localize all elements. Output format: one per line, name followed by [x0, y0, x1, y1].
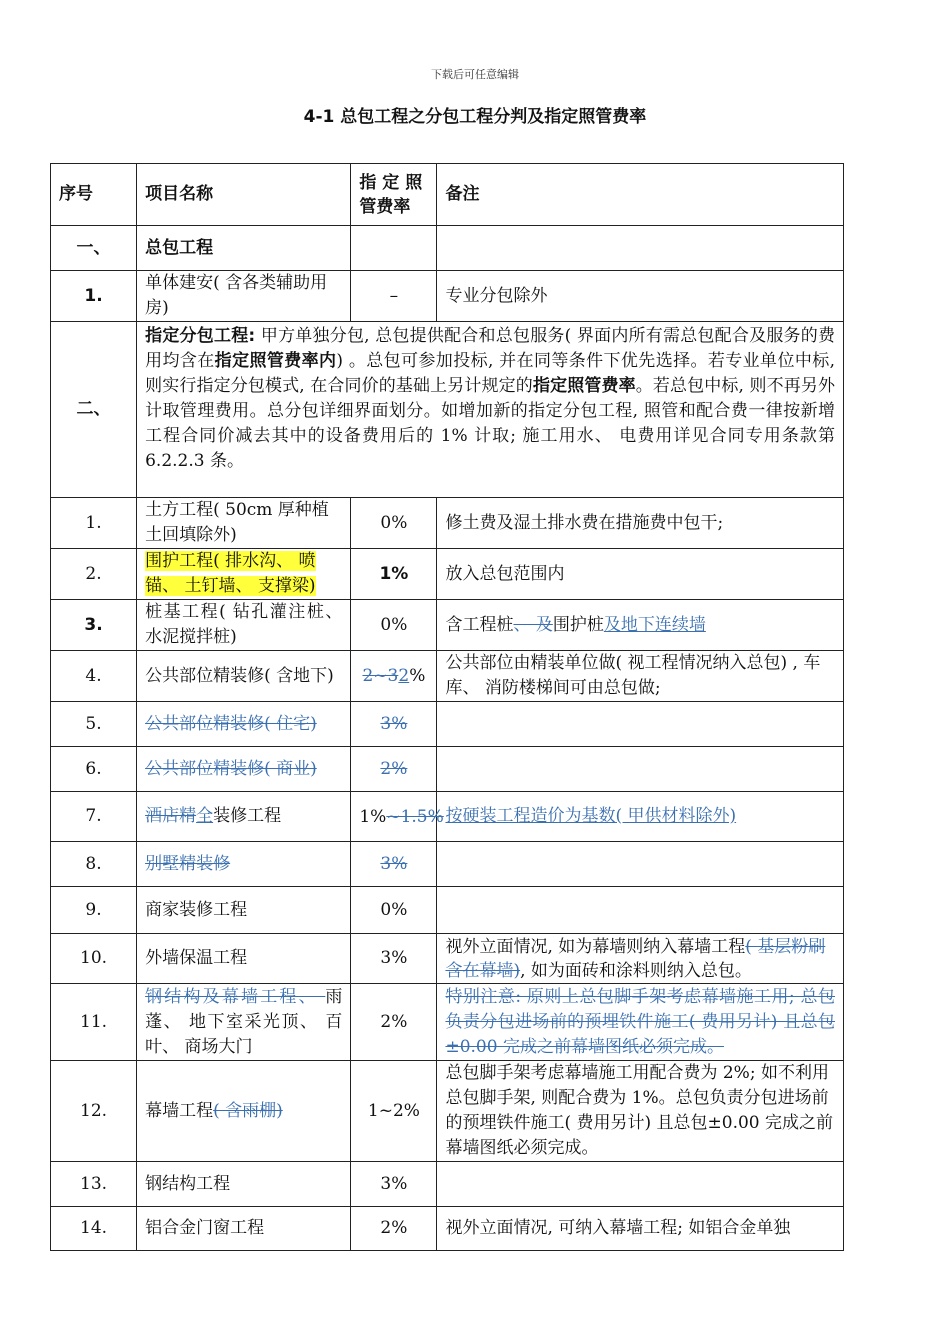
table-row — [51, 747, 844, 792]
row-name: 外墙保温工程 — [137, 934, 351, 984]
name-deleted: 公共部位精装修( 商业) — [145, 758, 317, 779]
remark-text: 围护桩 — [552, 614, 604, 635]
name-deleted: 别墅精装修 — [145, 853, 231, 874]
row-no: 3. — [51, 600, 137, 651]
section-remark — [437, 226, 844, 271]
row-remark: 专业分包除外 — [437, 271, 844, 322]
name-text: 幕墙工程 — [145, 1100, 214, 1121]
row-remark — [437, 984, 844, 1061]
section-rate — [351, 226, 437, 271]
row-name — [137, 842, 351, 887]
name-deleted: ( 含雨棚) — [213, 1100, 283, 1121]
row-name: 铝合金门窗工程 — [137, 1207, 351, 1251]
row-rate: 2% — [351, 1207, 437, 1251]
table-row — [51, 549, 844, 600]
row-no: 14. — [51, 1207, 137, 1251]
header-remark: 备注 — [437, 164, 844, 226]
row-no: 5. — [51, 702, 137, 747]
remark-deleted: ( 基层粉刷含在幕墙) — [445, 936, 826, 981]
desc-text: 甲方单独分包, 总包提供配合和总包服务( 界面内所有需总包配合及服务的费用均含在 — [145, 326, 835, 371]
remark-inserted: 按硬装工程造价为基数( 甲供材料除外) — [445, 806, 737, 826]
row-rate — [351, 842, 437, 887]
row-rate — [351, 792, 444, 842]
rate-deleted: ~1.5% — [386, 806, 444, 827]
remark-inserted: 及地下连续墙 — [603, 614, 706, 635]
row-no: 8. — [51, 842, 137, 887]
desc-text: ) 。总包可参加投标, 并在同等条件下优先选择。若专业单位中标, 则实行指定分包模式, 在合同价的基础上另计规定的 — [145, 351, 836, 396]
rate-deleted: 2~3 — [362, 665, 399, 686]
remark-text: , 如为面砖和涂料则纳入总包。 — [520, 960, 752, 981]
row-name — [137, 549, 351, 600]
remark-text: 视外立面情况, 如为幕墙则纳入幕墙工程 — [445, 936, 746, 957]
row-rate: 2% — [351, 984, 437, 1061]
desc-key: 指定照管费率内 — [214, 351, 337, 371]
table-row — [51, 792, 844, 842]
row-rate: 1% — [351, 549, 437, 600]
row-no: 4. — [51, 651, 137, 702]
row-no: 7. — [51, 792, 137, 842]
row-name: 钢结构工程 — [137, 1162, 351, 1207]
row-no: 10. — [51, 934, 137, 984]
table-row — [51, 600, 844, 651]
table-row — [51, 498, 844, 549]
row-name: 桩基工程( 钻孔灌注桩、 水泥搅拌桩) — [137, 600, 351, 651]
row-name — [137, 792, 351, 842]
remark-deleted: 、 及 — [513, 614, 553, 635]
name-inserted: 全 — [196, 806, 214, 826]
name-text: 雨蓬、 地下室采光顶、 百叶、 商场大门 — [145, 986, 343, 1057]
highlighted-name: 围护工程( 排水沟、 喷锚、 土钉墙、 支撑梁) — [145, 551, 316, 596]
table-row — [51, 934, 844, 984]
header-no: 序号 — [51, 164, 137, 226]
row-remark — [437, 1162, 844, 1207]
row-remark — [437, 702, 844, 747]
row-remark: 视外立面情况, 可纳入幕墙工程; 如铝合金单独 — [437, 1207, 844, 1251]
row-no: 1. — [51, 498, 137, 549]
rate-inserted: 2 — [398, 665, 410, 686]
row-rate: – — [351, 271, 437, 322]
top-note: 下载后可任意编辑 — [431, 68, 519, 81]
name-text: 装修工程 — [213, 806, 282, 826]
row-remark: 公共部位由精装单位做( 视工程情况纳入总包) , 车库、 消防楼梯间可由总包做; — [437, 651, 844, 702]
row-rate: 0% — [351, 887, 437, 934]
table-row — [51, 842, 844, 887]
row-rate — [351, 747, 437, 792]
row-rate: 3% — [351, 1162, 437, 1207]
row-no: 12. — [51, 1061, 137, 1162]
table-row — [51, 887, 844, 934]
section-no: 二、 — [51, 322, 137, 498]
row-name — [137, 1061, 351, 1162]
header-name: 项目名称 — [137, 164, 351, 226]
row-no: 13. — [51, 1162, 137, 1207]
row-name: 土方工程( 50cm 厚种植土回填除外) — [137, 498, 351, 549]
section-row-general — [51, 226, 844, 271]
row-name — [137, 702, 351, 747]
row-no: 11. — [51, 984, 137, 1061]
rate-deleted: 2% — [380, 758, 408, 779]
row-remark — [437, 792, 844, 842]
section-name: 总包工程 — [137, 226, 351, 271]
header-rate: 指 定 照 管费率 — [351, 164, 437, 226]
row-name: 商家装修工程 — [137, 887, 351, 934]
name-deleted: 钢结构及幕墙工程、 — [145, 986, 326, 1007]
row-rate: 3% — [351, 934, 437, 984]
table-row — [51, 271, 844, 322]
row-no: 1. — [51, 271, 137, 322]
table-row — [51, 1162, 844, 1207]
row-remark: 修土费及湿土排水费在措施费中包干; — [437, 498, 844, 549]
table-row — [51, 1207, 844, 1251]
row-remark — [437, 600, 844, 651]
row-no: 6. — [51, 747, 137, 792]
desc-text: 。若总包中标, 则不再另外计取管理费用。总分包详细界面划分。如增加新的指定分包工程, 照管和配合费一律按新增工程合同价减去其中的设备费用后的 1% 计取; 施工用水、 电费用详见合同专用条款第 6.2.2.3 条。 — [145, 376, 835, 471]
row-name — [137, 747, 351, 792]
rate-table — [50, 163, 844, 1251]
rate-text: % — [409, 665, 426, 686]
table-row — [51, 651, 844, 702]
row-no: 2. — [51, 549, 137, 600]
section-row-designated — [51, 322, 844, 498]
row-name: 公共部位精装修( 含地下) — [137, 651, 351, 702]
row-remark — [437, 747, 844, 792]
row-name: 单体建安( 含各类辅助用房) — [137, 271, 351, 322]
rate-deleted: 3% — [380, 853, 408, 874]
row-rate — [351, 651, 437, 702]
row-rate: 0% — [351, 498, 437, 549]
name-deleted: 公共部位精装修( 住宅) — [145, 713, 317, 734]
table-row — [51, 702, 844, 747]
desc-key: 指定照管费率 — [532, 376, 636, 396]
row-rate: 1~2% — [351, 1061, 437, 1162]
row-no: 9. — [51, 887, 137, 934]
row-remark — [437, 887, 844, 934]
section-description — [137, 322, 844, 498]
table-header-row — [51, 164, 844, 226]
desc-lead: 指定分包工程: — [145, 326, 256, 346]
rate-text: 1% — [359, 806, 387, 827]
row-remark — [437, 934, 844, 984]
table-row — [51, 1061, 844, 1162]
name-deleted: 酒店精 — [145, 806, 197, 826]
row-remark: 总包脚手架考虑幕墙施工用配合费为 2%; 如不利用总包脚手架, 则配合费为 1%。总包负责分包进场前的预埋铁件施工( 费用另计) 且总包±0.00 完成之前幕墙图纸必须完成。 — [437, 1061, 844, 1162]
remark-text: 含工程桩 — [445, 614, 514, 635]
row-rate: 0% — [351, 600, 437, 651]
row-rate — [351, 702, 437, 747]
row-name — [137, 984, 351, 1061]
table-row — [51, 984, 844, 1061]
row-remark — [437, 842, 844, 887]
remark-deleted: 特别注意: 原则上总包脚手架考虑幕墙施工用; 总包负责分包进场前的预埋铁件施工( 费用另计) 且总包±0.00 完成之前幕墙图纸必须完成。 — [445, 986, 835, 1057]
section-no: 一、 — [51, 226, 137, 271]
row-remark: 放入总包范围内 — [437, 549, 844, 600]
rate-deleted: 3% — [380, 713, 408, 734]
page-title: 4-1 总包工程之分包工程分判及指定照管费率 — [303, 107, 647, 127]
